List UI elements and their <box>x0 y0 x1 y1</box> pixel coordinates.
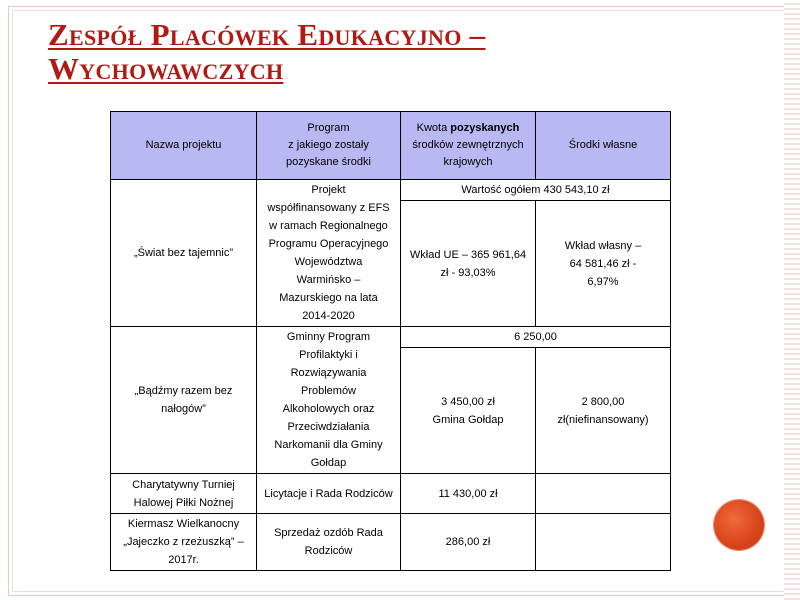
decorative-circle <box>714 500 764 550</box>
header-own-funds: Środki własne <box>536 112 671 180</box>
table-row <box>111 514 671 571</box>
table-row <box>111 327 671 348</box>
row3-own <box>536 474 671 514</box>
row2-name: „Bądźmy razem bez nałogów” <box>111 327 257 474</box>
row1-amount: Wkład UE – 365 961,64 zł - 93,03% <box>401 201 536 327</box>
row3-amount: 11 430,00 zł <box>401 474 536 514</box>
row2-amount: 3 450,00 zł Gmina Gołdap <box>401 348 536 474</box>
row2-program: Gminny Program Profilaktyki i Rozwiązywania Problemów Alkoholowych oraz Przeciwdziałania Narkomanii dla Gminy Gołdap <box>257 327 401 474</box>
row3-name: Charytatywny Turniej Halowej Piłki Nożnej <box>111 474 257 514</box>
header-project-name: Nazwa projektu <box>111 112 257 180</box>
table-row <box>111 474 671 514</box>
row1-name: „Świat bez tajemnic” <box>111 180 257 327</box>
decorative-stripe <box>784 0 800 600</box>
row1-program: Projekt współfinansowany z EFS w ramach Regionalnego Programu Operacyjnego Województwa Warmińsko – Mazurskiego na lata 2014-2020 <box>257 180 401 327</box>
slide-title-line-1: Zespół Placówek Edukacyjno – <box>48 17 486 52</box>
row4-amount: 286,00 zł <box>401 514 536 571</box>
slide-title <box>48 18 485 86</box>
row4-name: Kiermasz Wielkanocny „Jajeczko z rzeżuszką” – 2017r. <box>111 514 257 571</box>
header-amount <box>401 112 536 180</box>
row2-own: 2 800,00 zł(niefinansowany) <box>536 348 671 474</box>
row2-total: 6 250,00 <box>401 327 671 348</box>
projects-table <box>110 111 671 571</box>
header-amount-prefix: Kwota <box>416 122 451 134</box>
header-program: Program z jakiego zostały pozyskane środki <box>257 112 401 180</box>
table-row <box>111 180 671 201</box>
row1-total: Wartość ogółem 430 543,10 zł <box>401 180 671 201</box>
header-amount-suffix: środków zewnętrznych krajowych <box>412 139 524 168</box>
header-amount-bold: pozyskanych <box>450 122 520 134</box>
row4-own <box>536 514 671 571</box>
slide-title-line-2: Wychowawczych <box>48 51 284 86</box>
row1-own: Wkład własny – 64 581,46 zł - 6,97% <box>536 201 671 327</box>
table-header-row <box>111 112 671 180</box>
row4-program: Sprzedaż ozdób Rada Rodziców <box>257 514 401 571</box>
row3-program: Licytacje i Rada Rodziców <box>257 474 401 514</box>
